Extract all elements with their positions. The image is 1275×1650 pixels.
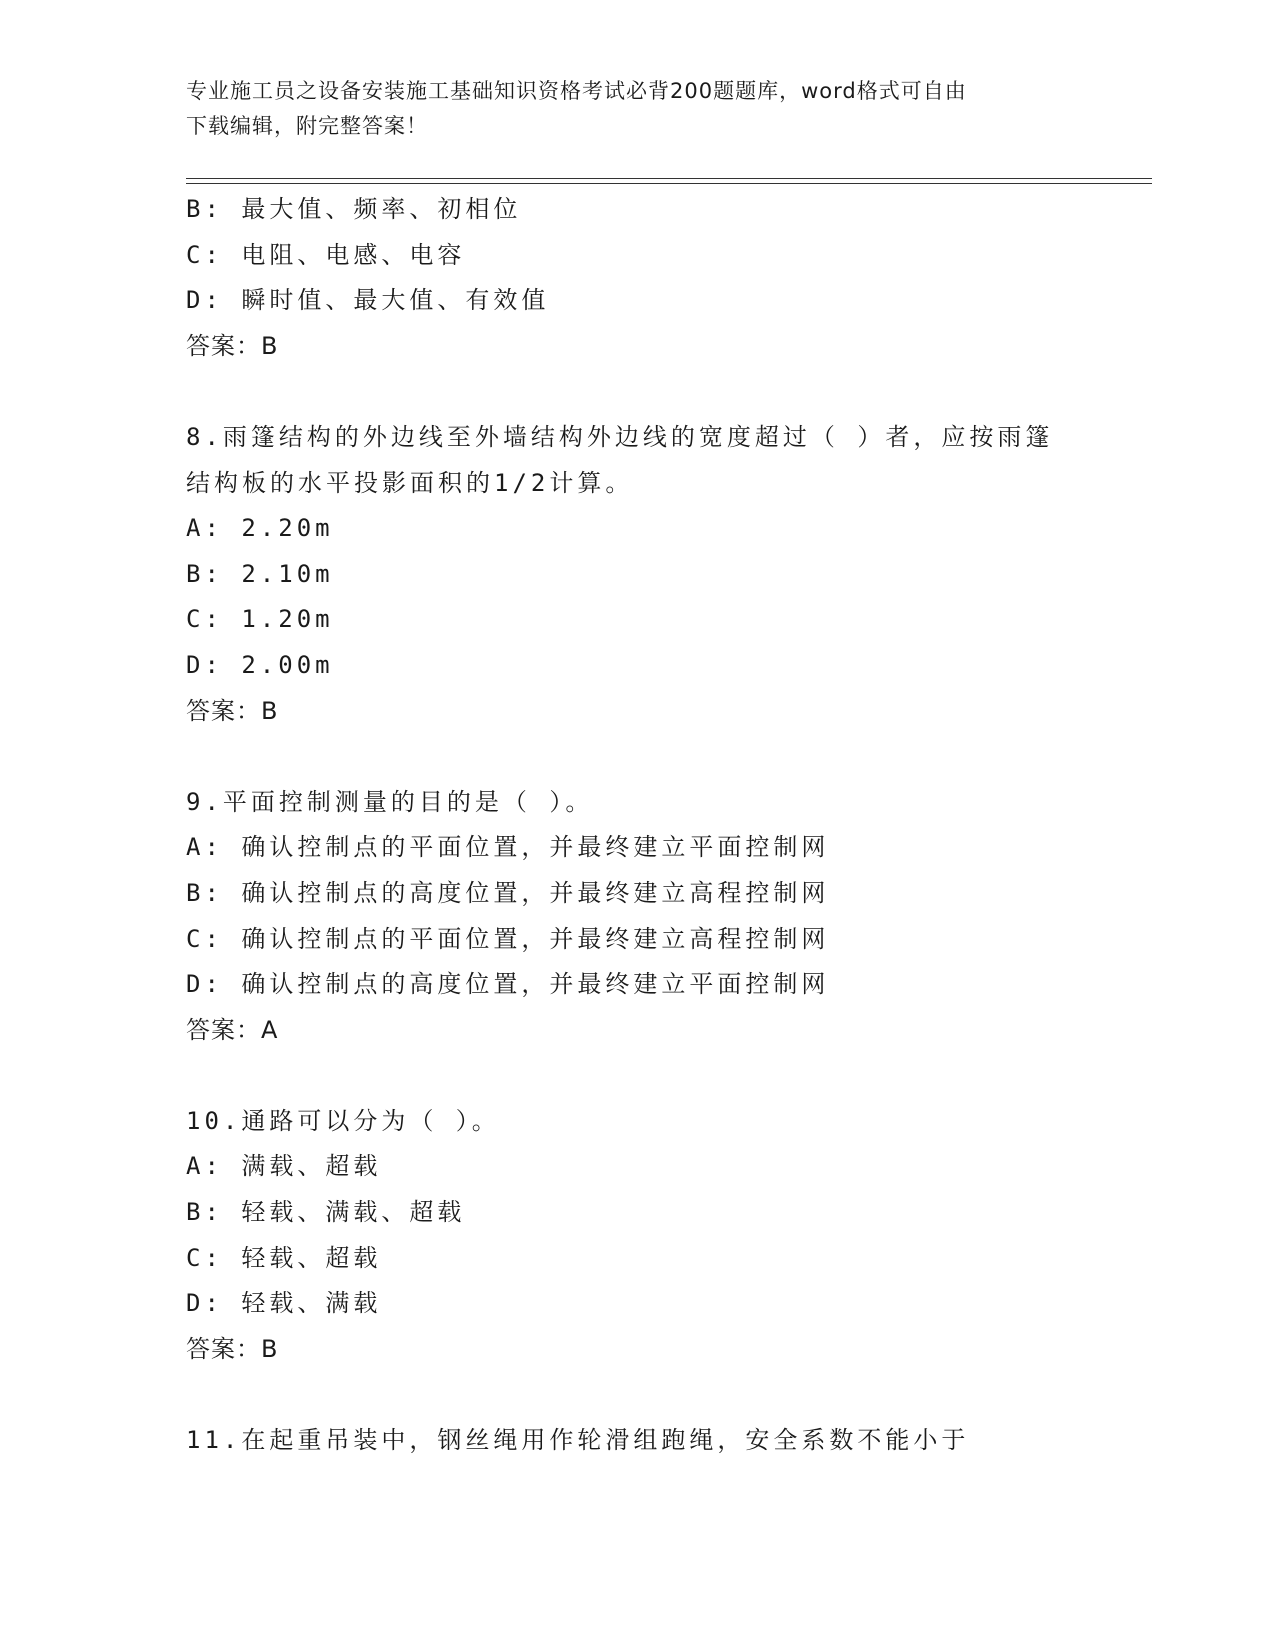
document-header [186, 74, 1066, 144]
question-block-7 [186, 187, 1086, 369]
option-d: D: 瞬时值、最大值、有效值 [186, 286, 550, 315]
question-stem: 11.在起重吊装中，钢丝绳用作轮滑组跑绳，安全系数不能小于 [186, 1426, 970, 1455]
option-c: C: 1.20m [186, 605, 334, 634]
question-stem-continued: 结构板的水平投影面积的1/2计算。 [186, 468, 634, 497]
option-b: B: 轻载、满载、超载 [186, 1198, 466, 1227]
question-stem: 10.通路可以分为（ ）。 [186, 1106, 500, 1135]
question-block-8 [186, 415, 1086, 734]
option-b: B: 确认控制点的高度位置，并最终建立高程控制网 [186, 878, 830, 907]
question-block-10 [186, 1099, 1086, 1373]
spacer [186, 1372, 1086, 1418]
header-rule-top [186, 178, 1152, 179]
spacer [186, 369, 1086, 415]
question-block-11 [186, 1418, 1086, 1464]
header-line-1: 专业施工员之设备安装施工基础知识资格考试必背200题题库，word格式可自由 [186, 79, 967, 103]
option-a: A: 确认控制点的平面位置，并最终建立平面控制网 [186, 833, 830, 862]
option-b: B: 最大值、频率、初相位 [186, 195, 522, 223]
question-stem: 8.雨篷结构的外边线至外墙结构外边线的宽度超过（ ）者，应按雨篷 [186, 422, 1054, 451]
question-block-9 [186, 780, 1086, 1054]
question-stem: 9.平面控制测量的目的是（ ）。 [186, 787, 594, 816]
option-c: C: 轻载、超载 [186, 1243, 382, 1272]
answer-line: 答案：A [186, 1015, 279, 1044]
answer-line: 答案：B [186, 331, 279, 360]
option-d: D: 轻载、满载 [186, 1289, 382, 1318]
answer-line: 答案：B [186, 696, 279, 725]
question-list [186, 187, 1086, 1464]
option-d: D: 2.00m [186, 650, 334, 679]
header-line-2: 下载编辑，附完整答案！ [186, 114, 428, 138]
option-b: B: 2.10m [186, 559, 334, 588]
option-c: C: 电阻、电感、电容 [186, 240, 466, 269]
option-a: A: 满载、超载 [186, 1152, 382, 1181]
header-rule-bottom [186, 183, 1152, 184]
option-c: C: 确认控制点的平面位置，并最终建立高程控制网 [186, 924, 830, 953]
spacer [186, 734, 1086, 780]
answer-line: 答案：B [186, 1334, 279, 1363]
option-a: A: 2.20m [186, 514, 334, 543]
option-d: D: 确认控制点的高度位置，并最终建立平面控制网 [186, 970, 830, 999]
spacer [186, 1053, 1086, 1099]
